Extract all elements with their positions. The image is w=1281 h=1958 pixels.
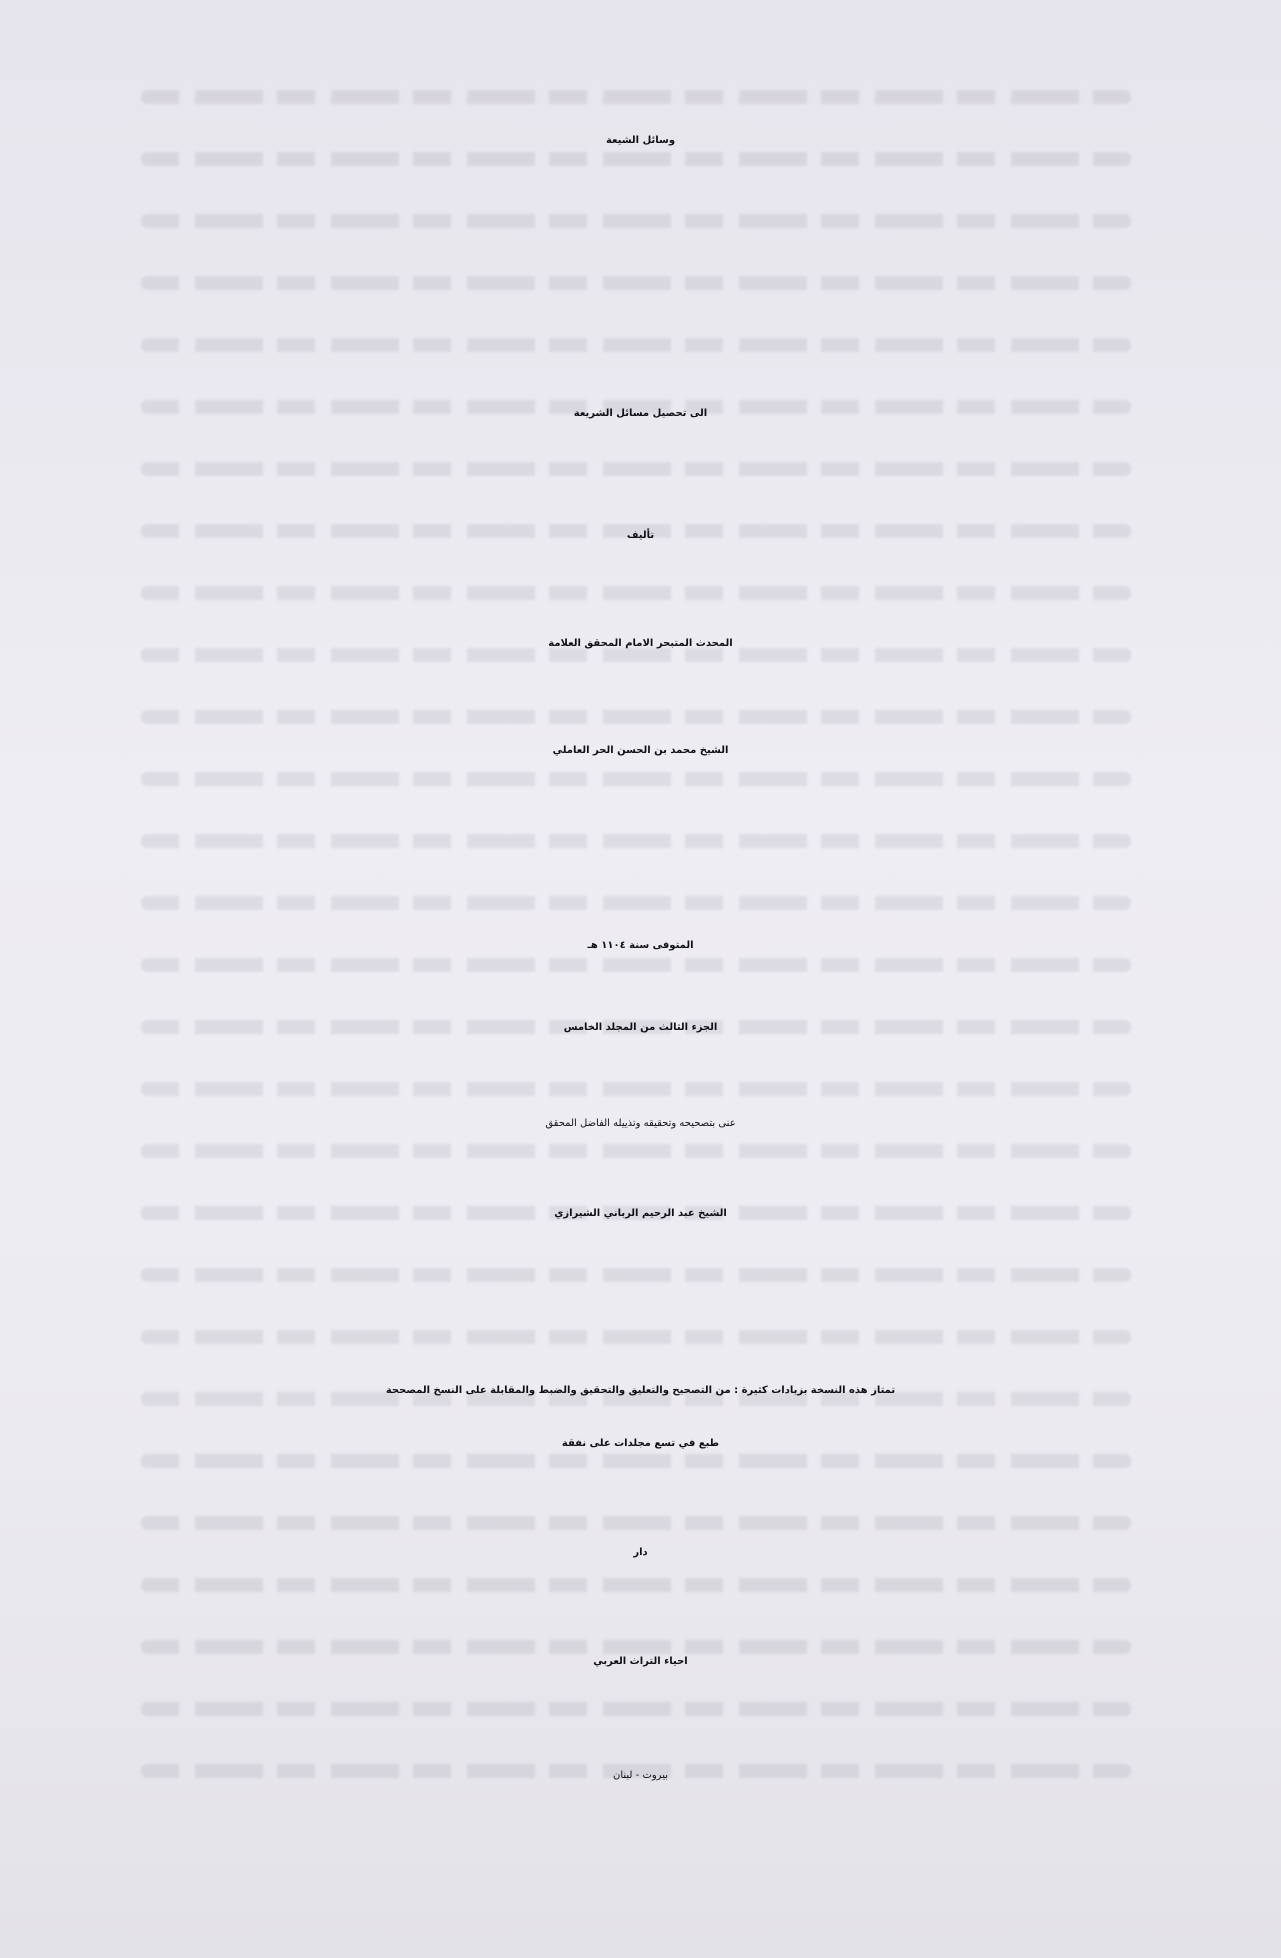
publication-place: بيروت - لبنان [613,1770,668,1781]
editor-intro: عنى بتصحيحه وتحقيقه وتذييله الفاضل المحقق [545,1118,736,1129]
book-subtitle: الى تحصيل مسائل الشريعة [573,408,708,419]
volume-label: الجزء الثالث من المجلد الخامس [563,1022,718,1033]
publisher-name: احياء التراث العربي [593,1656,688,1667]
authorship-label: تأليف [626,530,655,541]
edition-note: تمتاز هذه النسخة بزيادات كثيرة : من التصحيح والتعليق والتحقيق والضبط والمقابلة على النسخ المصححة [385,1385,896,1396]
author-death-year: المتوفى سنة ١١٠٤ هـ [587,940,694,951]
print-note: طبع في تسع مجلدات على نفقة [561,1438,720,1449]
publisher-prefix: دار [633,1547,648,1558]
author-honorific: المحدث المتبحر الامام المحقق العلامة [548,638,733,649]
book-title: وسائل الشيعة [605,135,676,146]
author-name: الشيخ محمد بن الحسن الحر العاملي [552,745,729,756]
editor-name: الشيخ عبد الرحيم الرباني الشيرازي [554,1208,727,1219]
